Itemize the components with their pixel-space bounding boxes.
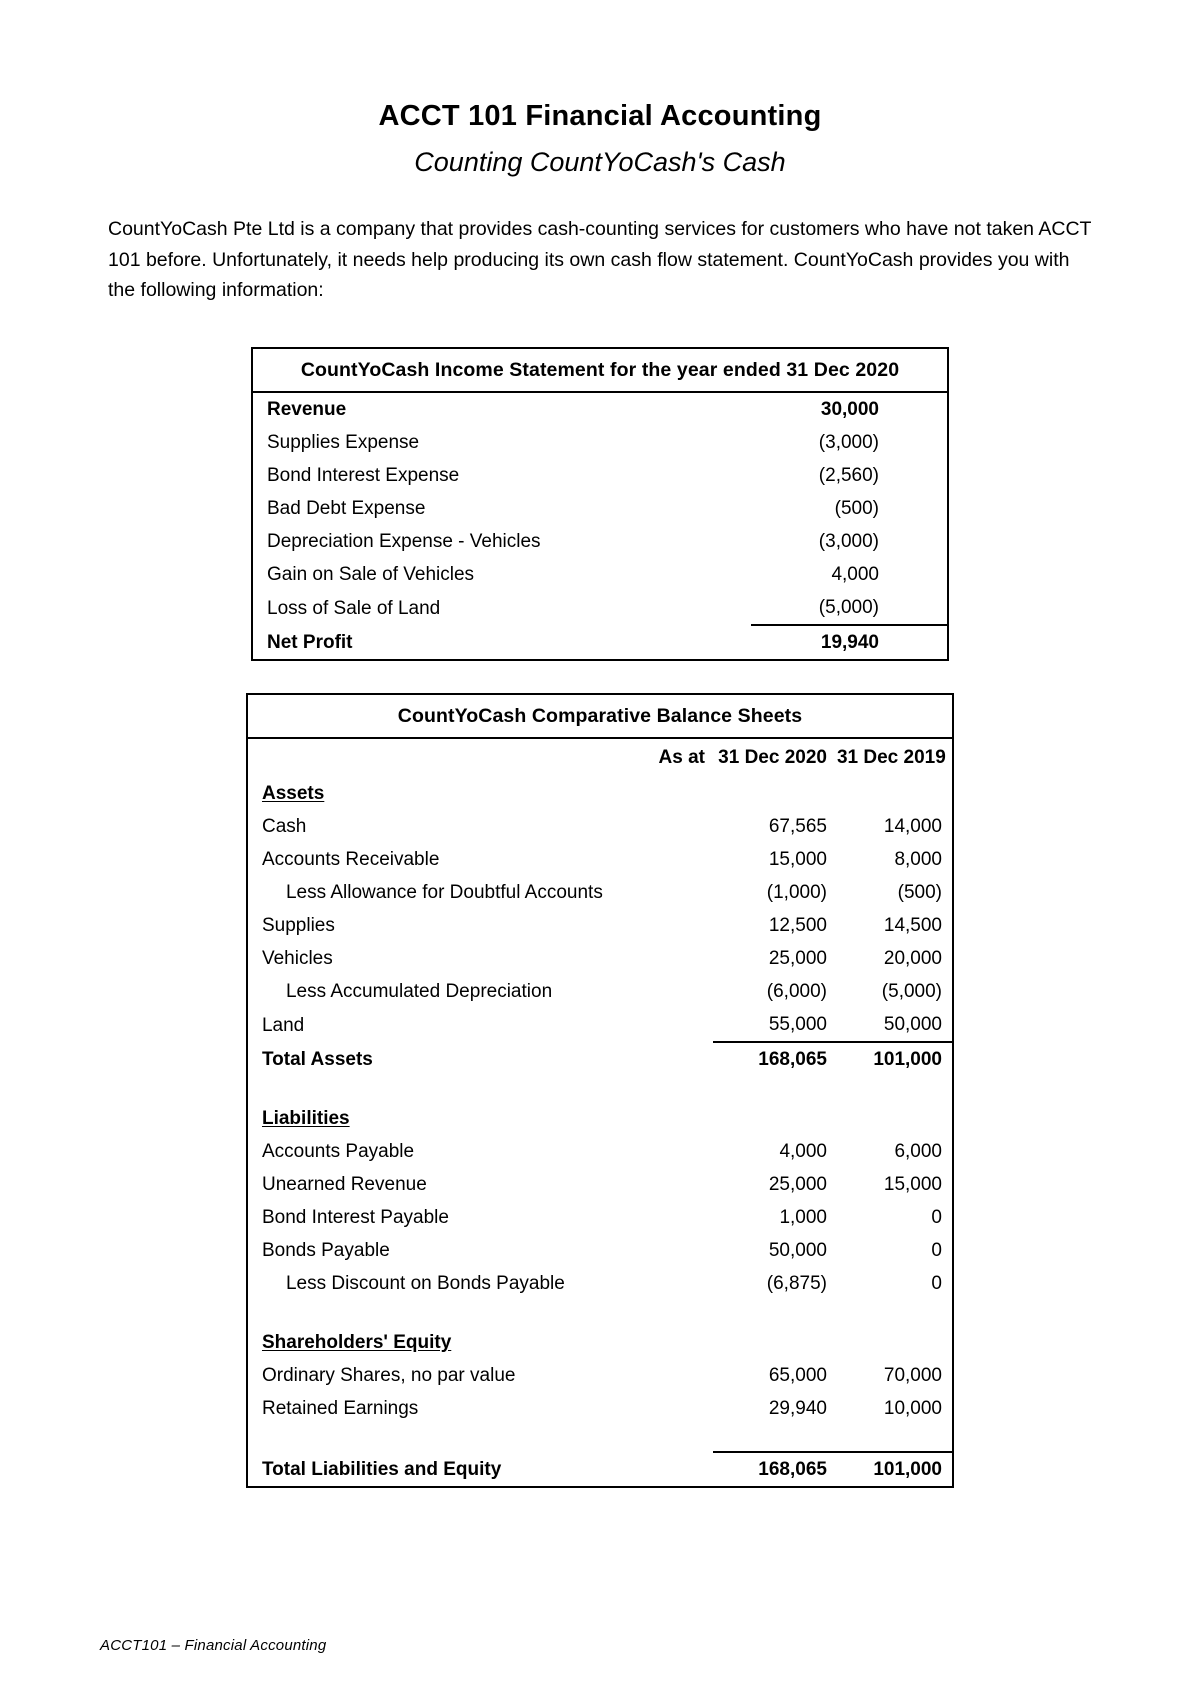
balance-sheet-container: [0, 661, 1200, 1488]
total-assets-label: Total Assets: [261, 1048, 373, 1070]
blank-cell: [837, 1326, 953, 1359]
blank-cell: [713, 777, 837, 810]
balance-sheet-row-label: Accounts Receivable: [261, 849, 440, 871]
assets-heading: [247, 777, 607, 810]
equity-heading-text: Shareholders' Equity: [261, 1332, 452, 1354]
income-statement-row-label: Bad Debt Expense: [267, 498, 426, 520]
balance-sheet-table: [246, 693, 954, 1488]
income-statement-caption-row: [252, 348, 948, 392]
blank-cell: [713, 1102, 837, 1135]
balance-sheet-value-2019: 70,000: [883, 1365, 942, 1387]
blank-cell: [607, 876, 713, 909]
balance-sheet-value-2020: 50,000: [768, 1240, 827, 1262]
table-row: [247, 1267, 953, 1300]
table-row: [247, 1359, 953, 1392]
balance-sheet-value-2020: 15,000: [768, 849, 827, 871]
table-row: [247, 810, 953, 843]
spacer-row: [247, 1076, 953, 1102]
liabilities-heading-text: Liabilities: [261, 1108, 350, 1130]
section-heading-row: [247, 777, 953, 810]
net-profit-label: Net Profit: [267, 631, 353, 653]
as-at-label: As at: [658, 747, 705, 769]
spacer-cell: [837, 1300, 953, 1326]
blank-cell: [607, 1234, 713, 1267]
balance-sheet-head: [247, 694, 953, 777]
income-statement-row-value: 30,000: [820, 399, 879, 421]
blank-cell: [837, 1102, 953, 1135]
spacer-cell: [247, 1300, 607, 1326]
table-row: [247, 909, 953, 942]
balance-sheet-value-2020: 12,500: [768, 915, 827, 937]
table-row: [252, 459, 948, 492]
intro-paragraph: CountYoCash Pte Ltd is a company that provides cash-counting services for customers who have not taken ACCT 101 before. Unfortunately, it needs help producing its own cash flow statement. CountYoCash provides you with the following information:: [108, 218, 1092, 301]
blank-cell: [607, 1201, 713, 1234]
balance-sheet-value-2020: 65,000: [768, 1365, 827, 1387]
blank-cell: [837, 777, 953, 810]
spacer-cell: [247, 1076, 607, 1102]
balance-sheet-value-2019: (5,000): [881, 981, 942, 1003]
blank-cell: [607, 1359, 713, 1392]
income-statement-row-value: (3,000): [818, 531, 879, 553]
section-heading-row: [247, 1102, 953, 1135]
balance-sheet-caption-row: [247, 694, 953, 738]
spacer-cell: [607, 1300, 713, 1326]
table-row: [252, 591, 948, 625]
income-statement-row-value: 4,000: [831, 564, 879, 586]
balance-sheet-value-2019: 50,000: [883, 1014, 942, 1036]
blank-cell: [607, 1392, 713, 1425]
balance-sheet-value-2020: 4,000: [779, 1141, 827, 1163]
total-assets-value-2020: 168,065: [713, 1042, 837, 1076]
balance-sheet-value-2019: 0: [931, 1273, 942, 1295]
balance-sheet-value-2020: 55,000: [768, 1014, 827, 1036]
balance-sheet-value-2019: 15,000: [883, 1174, 942, 1196]
blank-cell: [607, 1452, 713, 1487]
total-assets-value-2019: 101,000: [837, 1042, 953, 1076]
table-row-total: [247, 1452, 953, 1487]
balance-sheet-value-2019: 8,000: [894, 849, 942, 871]
income-statement-container: [0, 305, 1200, 661]
section-heading-row: [247, 1326, 953, 1359]
blank-cell: [607, 810, 713, 843]
total-liabilities-equity-value-2020: 168,065: [713, 1452, 837, 1487]
column-header-2020: 31 Dec 2020: [718, 747, 827, 769]
income-statement-rows: [252, 392, 948, 660]
column-header-2019: 31 Dec 2019: [836, 747, 946, 769]
blank-cell: [607, 1008, 713, 1042]
balance-sheet-value-2020: 1,000: [779, 1207, 827, 1229]
table-row: [252, 392, 948, 426]
blank-cell: [607, 1135, 713, 1168]
table-row: [247, 975, 953, 1008]
balance-sheet-value-2019: (500): [897, 882, 942, 904]
table-row: [252, 558, 948, 591]
blank-cell: [607, 975, 713, 1008]
balance-sheet-value-2019: 0: [931, 1207, 942, 1229]
equity-heading: [247, 1326, 607, 1359]
total-liabilities-equity-value-2019: 101,000: [837, 1452, 953, 1487]
table-row: [252, 525, 948, 558]
balance-sheet-value-2020: 25,000: [768, 948, 827, 970]
income-statement-table: [251, 347, 949, 661]
blank-cell: [713, 1326, 837, 1359]
table-row: [247, 1392, 953, 1425]
footer-note: ACCT101 – Financial Accounting: [100, 1637, 327, 1654]
spacer-cell: [713, 1300, 837, 1326]
balance-sheet-value-2020: 25,000: [768, 1174, 827, 1196]
table-row: [247, 1008, 953, 1042]
balance-sheet-rows: [247, 777, 953, 1487]
balance-sheet-row-label: Unearned Revenue: [261, 1174, 427, 1196]
balance-sheet-value-2019: 10,000: [883, 1398, 942, 1420]
balance-sheet-value-2020: (6,000): [766, 981, 827, 1003]
blank-cell: [607, 777, 713, 810]
blank-cell: [607, 1168, 713, 1201]
balance-sheet-row-label: Accounts Payable: [261, 1141, 415, 1163]
table-row-total: [247, 1042, 953, 1076]
income-statement-row-label: Gain on Sale of Vehicles: [267, 564, 475, 586]
blank-cell: [607, 1102, 713, 1135]
balance-sheet-row-label: Supplies: [261, 915, 335, 937]
spacer-cell: [607, 1076, 713, 1102]
spacer-cell: [713, 1076, 837, 1102]
balance-sheet-row-label: Less Discount on Bonds Payable: [285, 1273, 565, 1295]
balance-sheet-value-2019: 14,500: [883, 915, 942, 937]
balance-sheet-value-2019: 0: [931, 1240, 942, 1262]
total-liabilities-equity-label: Total Liabilities and Equity: [261, 1458, 502, 1480]
balance-sheet-row-label: Less Allowance for Doubtful Accounts: [285, 882, 603, 904]
assets-heading-text: Assets: [261, 783, 325, 805]
blank-cell: [607, 909, 713, 942]
income-statement-row-value: (500): [834, 498, 879, 520]
page-subtitle: Counting CountYoCash's Cash: [414, 147, 786, 178]
balance-sheet-value-2019: 6,000: [894, 1141, 942, 1163]
spacer-cell: [837, 1076, 953, 1102]
spacer-cell: [837, 1425, 953, 1452]
balance-sheet-value-2019: 20,000: [883, 948, 942, 970]
blank-cell: [607, 1267, 713, 1300]
table-row: [247, 876, 953, 909]
blank-header-cell: [247, 738, 607, 777]
table-row: [252, 426, 948, 459]
balance-sheet-row-label: Retained Earnings: [261, 1398, 419, 1420]
net-profit-value: 19,940: [751, 625, 948, 660]
blank-cell: [607, 843, 713, 876]
table-row: [247, 1135, 953, 1168]
balance-sheet-value-2020: 29,940: [768, 1398, 827, 1420]
income-statement-row-label: Supplies Expense: [267, 432, 420, 454]
balance-sheet-row-label: Bonds Payable: [261, 1240, 390, 1262]
balance-sheet-column-headers: [247, 738, 953, 777]
spacer-row: [247, 1300, 953, 1326]
table-row: [247, 1168, 953, 1201]
income-statement-caption: CountYoCash Income Statement for the year ended 31 Dec 2020: [252, 348, 948, 392]
income-statement-row-value: (2,560): [818, 465, 879, 487]
spacer-cell: [607, 1425, 713, 1452]
income-statement-row-label: Loss of Sale of Land: [267, 597, 441, 619]
blank-cell: [607, 942, 713, 975]
income-statement-row-label: Depreciation Expense - Vehicles: [267, 531, 541, 553]
balance-sheet-value-2020: 67,565: [768, 816, 827, 838]
table-row: [247, 843, 953, 876]
income-statement-row-value: (3,000): [818, 432, 879, 454]
balance-sheet-row-label: Ordinary Shares, no par value: [261, 1365, 516, 1387]
liabilities-heading: [247, 1102, 607, 1135]
balance-sheet-row-label: Land: [261, 1014, 305, 1036]
balance-sheet-value-2019: 14,000: [883, 816, 942, 838]
income-statement-row-value: (5,000): [818, 597, 879, 619]
income-statement-row-label: Bond Interest Expense: [267, 465, 460, 487]
balance-sheet-row-label: Vehicles: [261, 948, 333, 970]
table-row: [252, 492, 948, 525]
table-row: [247, 1201, 953, 1234]
table-row: [247, 1234, 953, 1267]
blank-cell: [607, 1042, 713, 1076]
balance-sheet-value-2020: (6,875): [766, 1273, 827, 1295]
balance-sheet-row-label: Less Accumulated Depreciation: [285, 981, 553, 1003]
table-row-total: [252, 625, 948, 660]
balance-sheet-caption: CountYoCash Comparative Balance Sheets: [247, 694, 953, 738]
table-row: [247, 942, 953, 975]
spacer-cell: [713, 1425, 837, 1452]
balance-sheet-row-label: Bond Interest Payable: [261, 1207, 449, 1229]
income-statement-body: [252, 348, 948, 392]
page-title: ACCT 101 Financial Accounting: [378, 100, 822, 132]
balance-sheet-row-label: Cash: [261, 816, 307, 838]
income-statement-row-label: Revenue: [267, 399, 347, 421]
balance-sheet-value-2020: (1,000): [766, 882, 827, 904]
spacer-cell: [247, 1425, 607, 1452]
spacer-row: [247, 1425, 953, 1452]
blank-cell: [607, 1326, 713, 1359]
